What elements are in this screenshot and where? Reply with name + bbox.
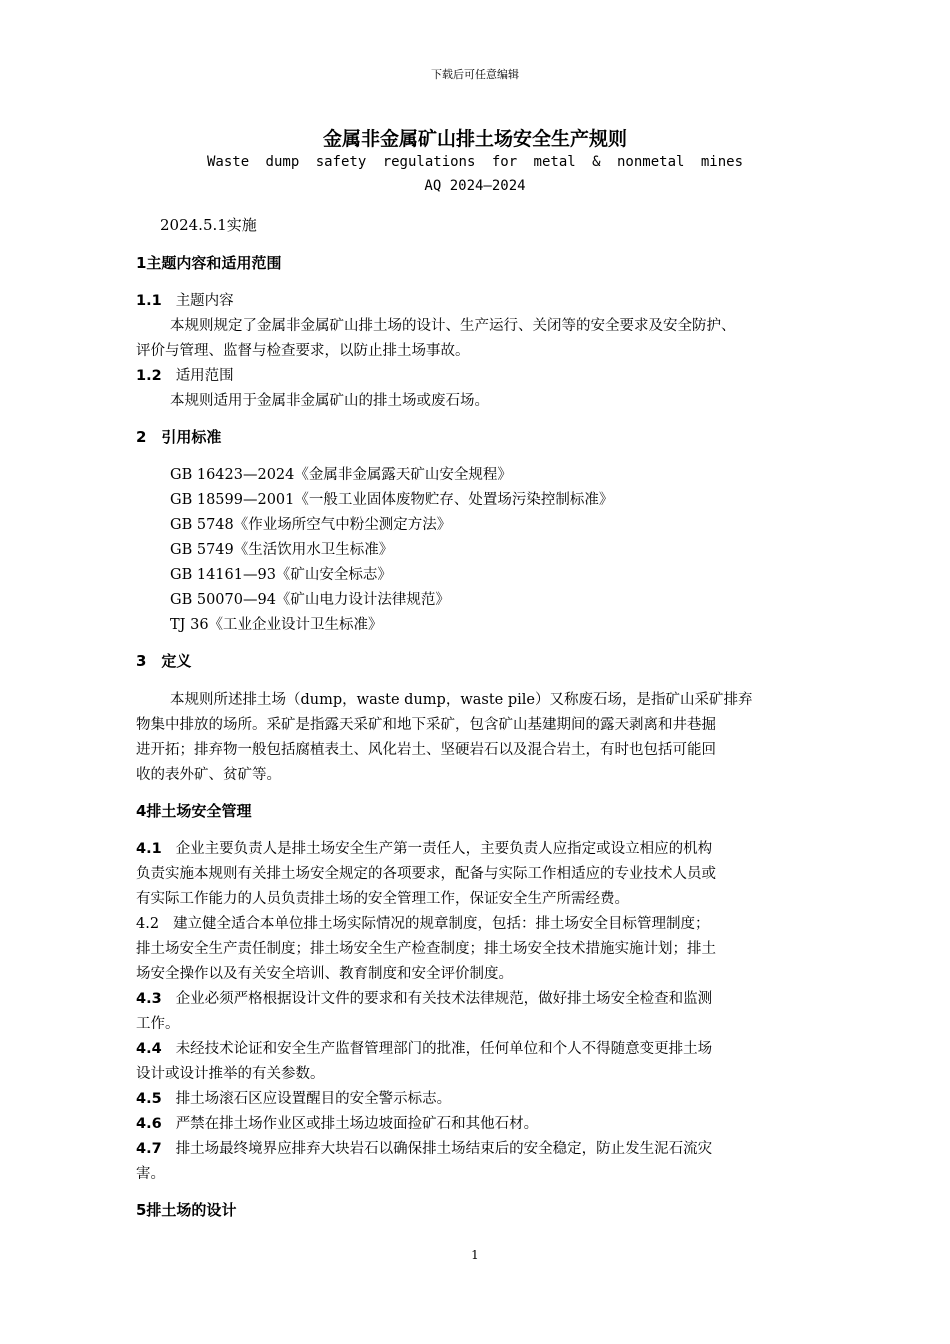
clause-text: 建立健全适合本单位排土场实际情况的规章制度，包括：排土场安全目标管理制度； (173, 916, 710, 932)
reference-item: GB 18599—2001《一般工业固体废物贮存、处置场污染控制标准》 (170, 492, 614, 508)
clause-4-2 (136, 912, 710, 933)
paragraph-line: 本规则适用于金属非金属矿山的排土场或废石场。 (170, 393, 489, 409)
clause-number: 4.3 (136, 991, 162, 1007)
section-2-heading: 2 引用标准 (136, 428, 222, 446)
reference-item: GB 50070—94《矿山电力设计法律规范》 (170, 592, 450, 608)
clause-number: 4.6 (136, 1116, 162, 1132)
section-1-2-heading (136, 364, 234, 385)
paragraph-line: 负责实施本规则有关排土场安全规定的各项要求，配备与实际工作相适应的专业技术人员或 (136, 866, 716, 882)
section-1-1-heading (136, 289, 234, 310)
clause-4-6 (136, 1112, 538, 1133)
section-number: 1.1 (136, 293, 162, 309)
paragraph-line: 场安全操作以及有关安全培训、教育制度和安全评价制度。 (136, 966, 513, 982)
paragraph-line: 本规则所述排土场（dump，waste dump，waste pile）又称废石场，是指矿山采矿排弃 (170, 692, 753, 708)
clause-number: 4.5 (136, 1091, 162, 1107)
clause-4-3 (136, 987, 712, 1008)
effective-date: 2024.5.1实施 (160, 216, 257, 234)
document-title: 金属非金属矿山排土场安全生产规则 (322, 128, 627, 150)
reference-item: GB 5748《作业场所空气中粉尘测定方法》 (170, 517, 452, 533)
section-5-heading: 5排土场的设计 (136, 1201, 237, 1219)
clause-text: 企业必须严格根据设计文件的要求和有关技术法律规范，做好排土场安全检查和监测 (175, 991, 713, 1007)
clause-text: 排土场最终境界应排弃大块岩石以确保排土场结束后的安全稳定，防止发生泥石流灾 (175, 1141, 713, 1157)
header-note: 下载后可任意编辑 (431, 68, 519, 81)
reference-item: GB 14161—93《矿山安全标志》 (170, 567, 392, 583)
clause-4-1 (136, 837, 712, 858)
section-4-heading: 4排土场安全管理 (136, 802, 252, 820)
clause-4-7 (136, 1137, 712, 1158)
paragraph-line: 收的表外矿、贫矿等。 (136, 767, 281, 783)
reference-item: GB 5749《生活饮用水卫生标准》 (170, 542, 394, 558)
standard-code: AQ 2024—2024 (424, 178, 526, 194)
paragraph-line: 本规则规定了金属非金属矿山排土场的设计、生产运行、关闭等的安全要求及安全防护、 (170, 318, 736, 334)
clause-4-4 (136, 1037, 712, 1058)
paragraph-line: 设计或设计推举的有关参数。 (136, 1066, 325, 1082)
clause-number: 4.1 (136, 841, 162, 857)
paragraph-line: 进开拓；排弃物一般包括腐植表土、风化岩土、坚硬岩石以及混合岩土，有时也包括可能回 (136, 742, 716, 758)
page-number: 1 (471, 1248, 479, 1262)
document-subtitle: Waste dump safety regulations for metal & nonmetal mines (206, 154, 743, 170)
paragraph-line: 物集中排放的场所。采矿是指露天采矿和地下采矿，包含矿山基建期间的露天剥离和井巷掘 (136, 717, 716, 733)
reference-item: TJ 36《工业企业设计卫生标准》 (170, 617, 383, 633)
clause-number: 4.2 (136, 916, 160, 932)
reference-item: GB 16423—2024《金属非金属露天矿山安全规程》 (170, 467, 512, 483)
clause-number: 4.4 (136, 1041, 162, 1057)
section-1-heading: 1主题内容和适用范围 (136, 254, 282, 272)
paragraph-line: 评价与管理、监督与检查要求，以防止排土场事故。 (136, 343, 470, 359)
clause-4-5 (136, 1087, 451, 1108)
clause-text: 排土场滚石区应设置醒目的安全警示标志。 (175, 1091, 452, 1107)
clause-number: 4.7 (136, 1141, 162, 1157)
paragraph-line: 有实际工作能力的人员负责排土场的安全管理工作，保证安全生产所需经费。 (136, 891, 629, 907)
section-title: 主题内容 (175, 293, 234, 309)
section-3-heading: 3 定义 (136, 652, 192, 670)
clause-text: 企业主要负责人是排土场安全生产第一责任人，主要负责人应指定或设立相应的机构 (175, 841, 713, 857)
clause-text: 未经技术论证和安全生产监督管理部门的批准，任何单位和个人不得随意变更排土场 (175, 1041, 713, 1057)
section-title: 适用范围 (175, 368, 234, 384)
paragraph-line: 工作。 (136, 1016, 180, 1032)
section-number: 1.2 (136, 368, 162, 384)
paragraph-line: 害。 (136, 1166, 165, 1182)
paragraph-line: 排土场安全生产责任制度；排土场安全生产检查制度；排土场安全技术措施实施计划；排土 (136, 941, 716, 957)
clause-text: 严禁在排土场作业区或排土场边坡面捡矿石和其他石材。 (175, 1116, 539, 1132)
